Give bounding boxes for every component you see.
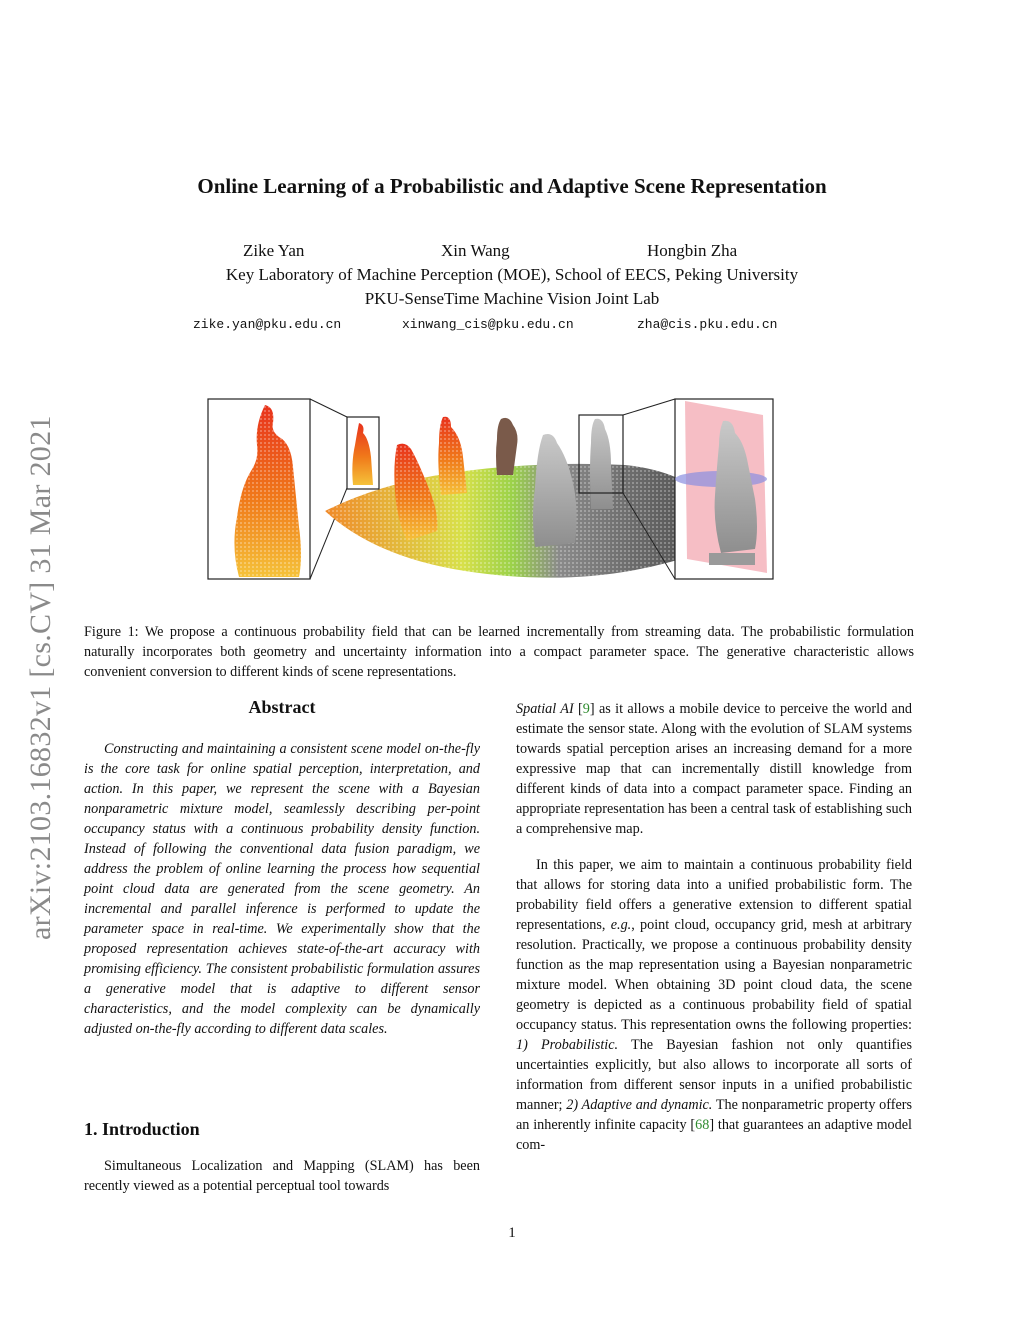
page-number: 1 [508,1225,516,1241]
paragraph: Spatial AI [9] as it allows a mobile device to perceive the world and estimate the sensor state. Along with the evolution of SLAM systems towards spatial perception arises an increasing demand for a more expressive map that can incrementally distill knowledge from different kinds of data into a compact parameter space. Finding an appropriate representation has been a central task of establishing such a comprehensive map. [516,701,913,837]
abstract-heading: Abstract [248,697,316,717]
figure-caption: Figure 1: We propose a continuous probability field that can be learned incrementally from streaming data. The probabilistic formulation naturally incorporates both geometry and uncertainty information into a compact parameter space. The generative characteristic allows convenient conversion to different kinds of scene representations. [84,624,914,680]
author-name: Hongbin Zha [647,241,738,260]
citation-link[interactable]: 68 [695,1117,710,1133]
section-heading: 1. Introduction [84,1119,200,1139]
abstract-body [84,739,480,1039]
citation-link[interactable]: 9 [582,701,590,717]
statue-base [709,553,755,565]
email-link[interactable]: xinwang_cis@pku.edu.cn [402,317,574,332]
email-link[interactable]: zha@cis.pku.edu.cn [637,317,778,332]
affiliation: Key Laboratory of Machine Perception (MOE), School of EECS, Peking University [225,265,799,284]
grey-statue [533,434,577,547]
emphasis: 1) Probabilistic. [516,1037,619,1053]
author-name: Zike Yan [243,241,305,260]
emphasis: 2) Adaptive and dynamic. [566,1097,713,1113]
paragraph-text: as it allows a mobile device to perceive the world and estimate the sensor state. Along with the evolution of SLAM systems towards spatial perception arises an increasing demand for a more expressive map that can incrementally distill knowledge from different kinds of data into a compact parameter space. Finding an appropriate representation has been a central task of establishing such a comprehensive map. [516,701,913,837]
emphasis: Spatial AI [516,701,574,717]
paper-title: Online Learning of a Probabilistic and Adaptive Scene Representation [197,174,827,198]
paragraph-text: , point cloud, occupancy grid, mesh at arbitrary resolution. Practically, we propose a continuous probability density function as the map representation using a Bayesian nonparametric mixture model. When obtaining 3D point cloud data, the scene geometry is depicted as a continuous probability field of spatial occupancy status. This representation owns the following properties: [516,917,912,1033]
paragraph: In this paper, we aim to maintain a continuous probability field that allows for storing data into a unified probabilistic form. The probability field offers a generative extension to different spatial representations, e.g., point cloud, occupancy grid, mesh at arbitrary resolution. Practically, we propose a continuous probability density function as the map representation using a Bayesian nonparametric mixture model. When obtaining 3D point cloud data, the scene geometry is depicted as a continuous probability field of spatial occupancy status. This representation owns the following properties: 1) Probabilistic. The Bayesian fashion not only quantifies uncertainties explicitly, but also allows to incorporate all sorts of information from different sensor inputs in a unified probabilistic manner; 2) Adaptive and dynamic. The nonparametric property offers an inherently infinite capacity [68] that guarantees an adaptive model com- [516,857,912,1153]
paragraph-text: that guarantees an adaptive model com- [516,1117,912,1153]
intro-paragraph: Simultaneous Localization and Mapping (SLAM) has been recently viewed as a potential perceptual tool towards [84,1158,480,1194]
email-link[interactable]: zike.yan@pku.edu.cn [193,317,342,332]
paragraph-text: In this paper, we aim to maintain a continuous probability field that allows for storing data into a unified probabilistic form. The probability field offers a generative extension to different spatial representations, [516,857,912,933]
right-column [516,699,912,1155]
paragraph-text: The Bayesian fashion not only quantifies uncertainties explicitly, but also allows to incorporate all sorts of information from different sensor inputs in a unified probabilistic manner; [516,1037,912,1113]
affiliation: PKU-SenseTime Machine Vision Joint Lab [364,289,660,308]
intro-body [84,1156,480,1196]
abstract-text: Constructing and maintaining a consistent scene model on-the-fly is the core task for online spatial perception, interpretation, and action. In this paper, we represent the scene with a Bayesian nonparametric mixture model, seamlessly describing per-point occupancy status with a continuous probability density function. Instead of following the conventional data fusion paradigm, we address the problem of online learning the process how sequential point cloud data are generated from the scene geometry. An incremental and parallel inference is performed to update the parameter space in real-time. We experimentally show that the proposed representation achieves state-of-the-art accuracy with promising efficiency. The consistent probabilistic formulation assures a generative model that is adaptive to different sensor characteristics, and the model complexity can be dynamically adjusted on-the-fly according to different data scales. [84,741,480,1037]
grey-statue [590,419,613,509]
arxiv-stamp: arXiv:2103.16832v1 [cs.CV] 31 Mar 2021 [24,415,57,940]
author-name: Xin Wang [441,241,510,260]
paragraph-text: The nonparametric property offers an inherently infinite capacity [516,1097,912,1133]
emphasis: e.g. [610,917,632,933]
figure-1-illustration [207,393,919,591]
